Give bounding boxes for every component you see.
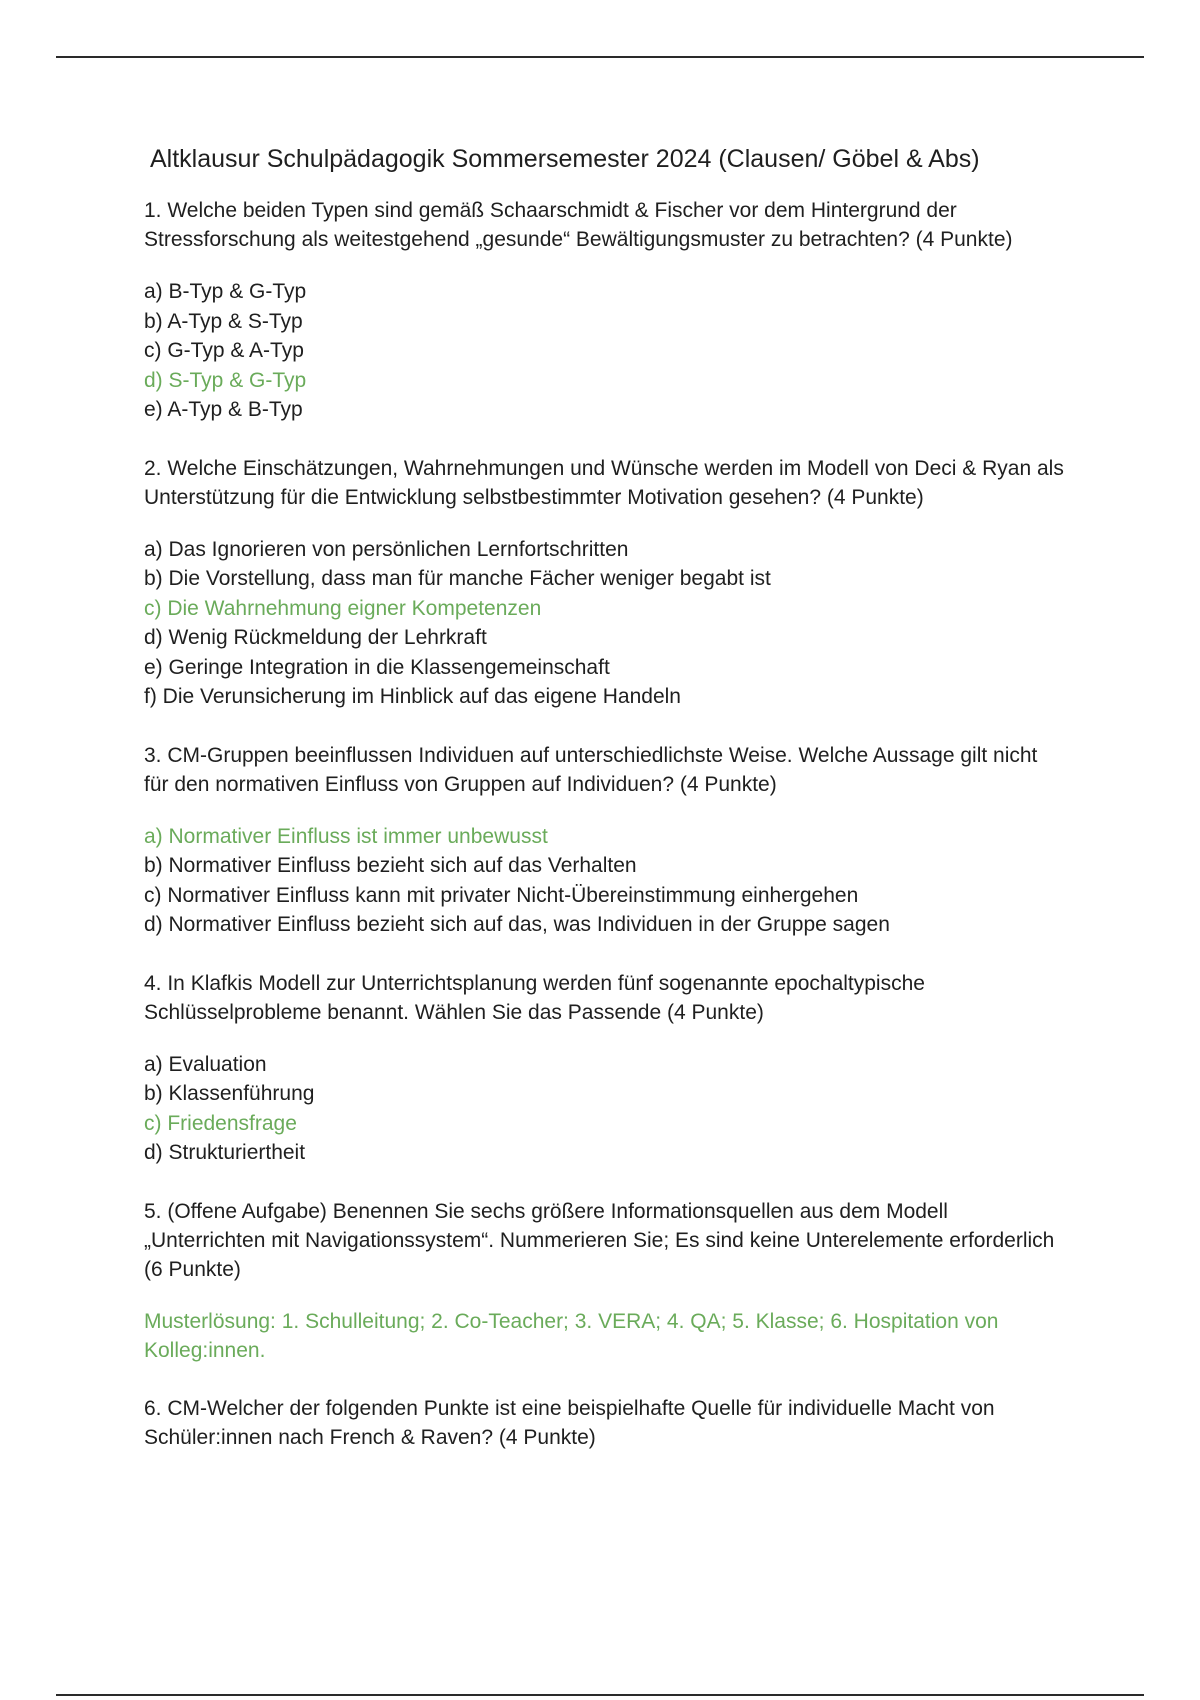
option-list xyxy=(144,1050,1064,1168)
option-item-correct: a) Normativer Einfluss ist immer unbewusst xyxy=(144,824,548,848)
option-list xyxy=(144,535,1064,712)
option-item: f) Die Verunsicherung im Hinblick auf das eigene Handeln xyxy=(144,685,681,708)
option-item: b) Normativer Einfluss bezieht sich auf das Verhalten xyxy=(144,854,637,877)
document-title: Altklausur Schulpädagogik Sommersemester 2024 (Clausen/ Göbel & Abs) xyxy=(150,145,980,173)
option-item: b) A-Typ & S-Typ xyxy=(144,309,303,333)
exam-page xyxy=(144,140,1064,1475)
option-item: c) G-Typ & A-Typ xyxy=(144,339,304,362)
option-list xyxy=(144,822,1064,940)
question-text: 6. CM-Welcher der folgenden Punkte ist eine beispielhafte Quelle für individuelle Macht von Schüler:innen nach French & Raven? (4 Punkte) xyxy=(144,1396,995,1449)
question-text: 5. (Offene Aufgabe) Benennen Sie sechs größere Informationsquellen aus dem Modell „Unterrichten mit Navigationssystem“. Nummerieren Sie; Es sind keine Unterelemente erforderlich (6 Punkte) xyxy=(144,1199,1055,1281)
option-item: b) Klassenführung xyxy=(144,1082,315,1105)
question-text: 3. CM-Gruppen beeinflussen Individuen auf unterschiedlichste Weise. Welche Aussage gilt nicht für den normativen Einfluss von Gruppen auf Individuen? (4 Punkte) xyxy=(144,743,1038,796)
option-item: e) A-Typ & B-Typ xyxy=(144,398,303,421)
option-item: d) Wenig Rückmeldung der Lehrkraft xyxy=(144,626,487,649)
option-item: d) Strukturiertheit xyxy=(144,1141,306,1164)
top-divider xyxy=(56,56,1144,58)
option-item: a) Das Ignorieren von persönlichen Lernfortschritten xyxy=(144,537,629,561)
bottom-divider xyxy=(56,1694,1144,1696)
option-item: c) Normativer Einfluss kann mit privater Nicht-Übereinstimmung einhergehen xyxy=(144,883,859,907)
option-item-correct: c) Friedensfrage xyxy=(144,1111,297,1135)
model-answer: Musterlösung: 1. Schulleitung; 2. Co-Teacher; 3. VERA; 4. QA; 5. Klasse; 6. Hospitation von Kolleg:innen. xyxy=(144,1309,999,1362)
question-text: 4. In Klafkis Modell zur Unterrichtsplanung werden fünf sogenannte epochaltypische Schlüsselprobleme benannt. Wählen Sie das Passende (4 Punkte) xyxy=(144,971,925,1024)
option-item-correct: d) S-Typ & G-Typ xyxy=(144,368,307,392)
question-text: 1. Welche beiden Typen sind gemäß Schaarschmidt & Fischer vor dem Hintergrund der Stressforschung als weitestgehend „gesunde“ Bewältigungsmuster zu betrachten? (4 Punkte) xyxy=(144,199,1013,251)
option-list xyxy=(144,277,1064,425)
question-4 xyxy=(144,969,1064,1168)
question-6 xyxy=(144,1394,1064,1452)
option-item: a) Evaluation xyxy=(144,1052,267,1076)
question-5 xyxy=(144,1197,1064,1365)
option-item: b) Die Vorstellung, dass man für manche Fächer weniger begabt ist xyxy=(144,567,771,590)
option-item: a) B-Typ & G-Typ xyxy=(144,280,307,303)
question-2 xyxy=(144,454,1064,712)
option-item: d) Normativer Einfluss bezieht sich auf das, was Individuen in der Gruppe sagen xyxy=(144,913,890,936)
question-3 xyxy=(144,741,1064,940)
question-1 xyxy=(144,196,1064,425)
option-item-correct: c) Die Wahrnehmung eigner Kompetenzen xyxy=(144,596,542,620)
option-item: e) Geringe Integration in die Klassengemeinschaft xyxy=(144,655,610,679)
question-text: 2. Welche Einschätzungen, Wahrnehmungen und Wünsche werden im Modell von Deci & Ryan als Unterstützung für die Entwicklung selbstbestimmter Motivation gesehen? (4 Punkte) xyxy=(144,456,1064,509)
